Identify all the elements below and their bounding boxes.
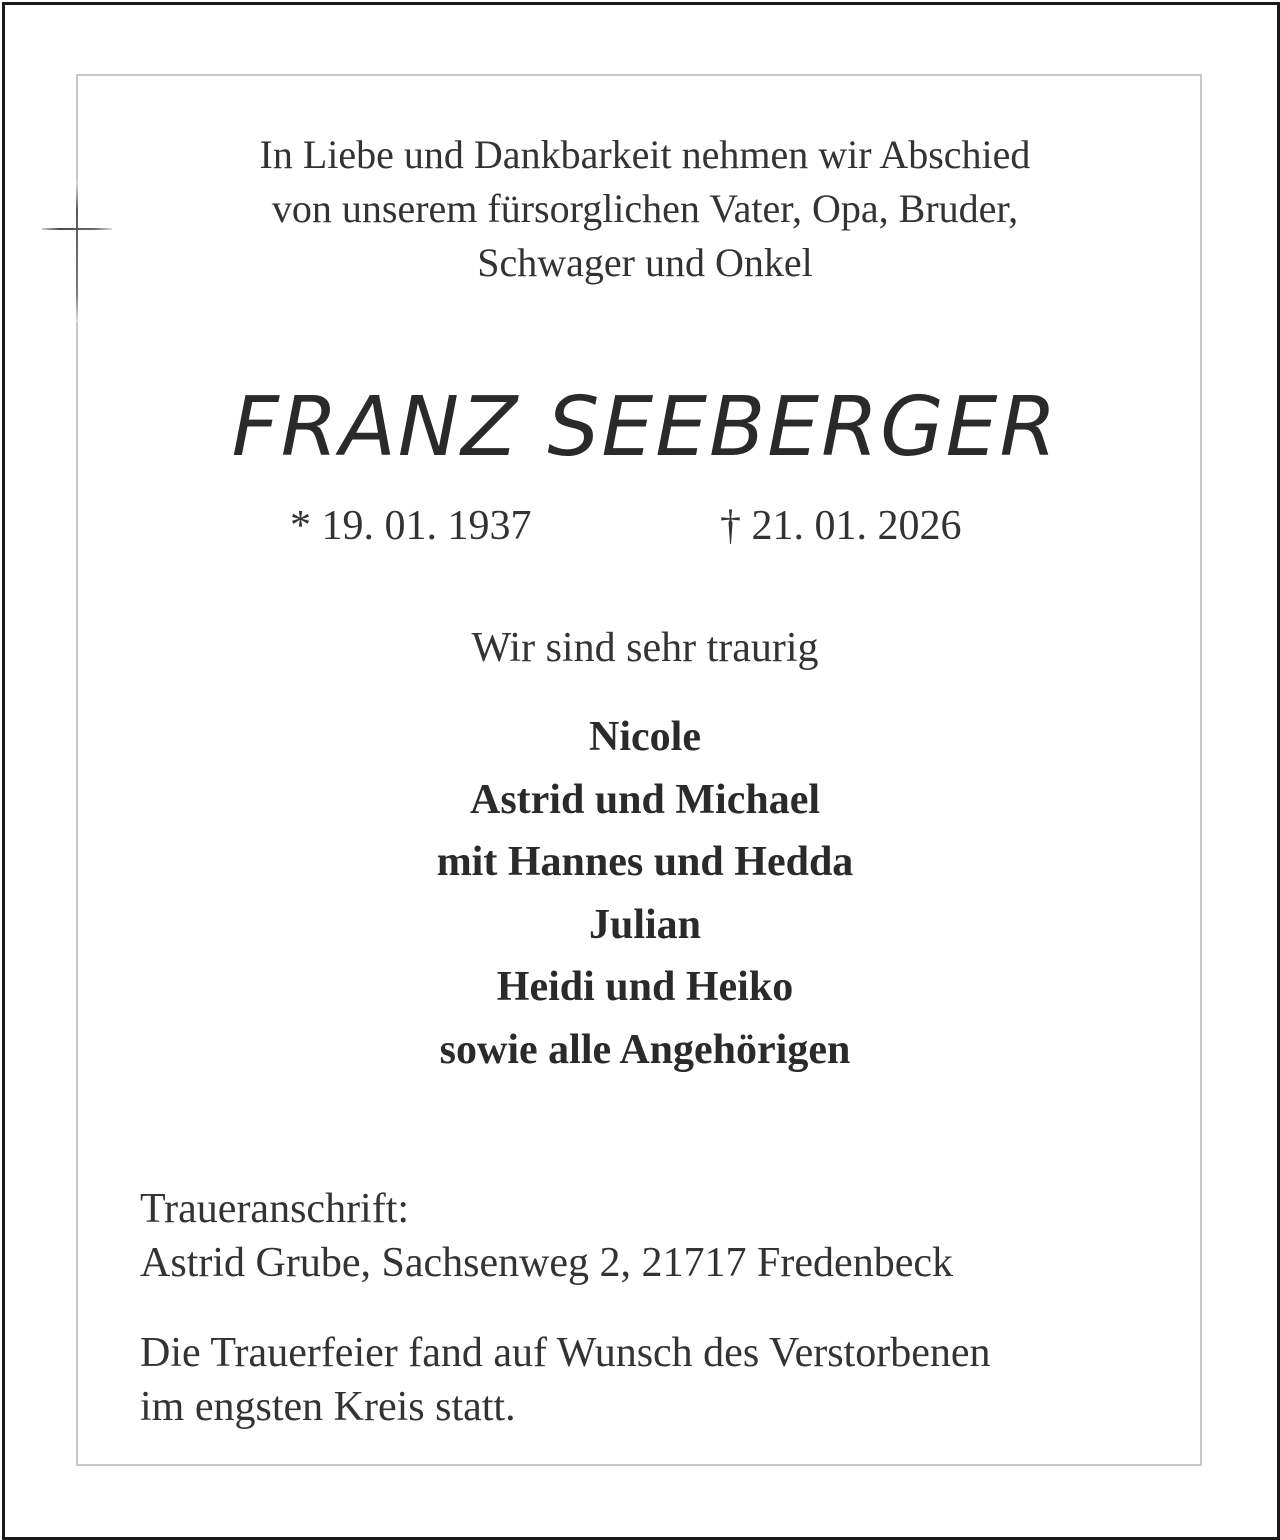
birth-date: * 19. 01. 1937 xyxy=(290,503,532,549)
death-date: † 21. 01. 2026 xyxy=(720,503,962,549)
mourners-list xyxy=(140,706,1150,1081)
mourning-address xyxy=(140,1182,953,1290)
sentiment-text: Wir sind sehr traurig xyxy=(471,625,819,671)
ceremony-note xyxy=(140,1326,991,1434)
mourner-entry: Astrid und Michael xyxy=(469,776,821,823)
mourner-entry: Nicole xyxy=(589,714,701,760)
mourner-entry: mit Hannes und Hedda xyxy=(436,839,854,885)
ceremony-line: Die Trauerfeier fand auf Wunsch des Verstorbenen xyxy=(140,1330,991,1376)
intro-line: In Liebe und Dankbarkeit nehmen wir Abschied xyxy=(259,132,1031,177)
ceremony-line: im engsten Kreis statt. xyxy=(140,1384,516,1430)
intro-line: von unserem fürsorglichen Vater, Opa, Bruder, xyxy=(271,186,1019,231)
mourner-entry: sowie alle Angehörigen xyxy=(439,1026,851,1073)
address-value: Astrid Grube, Sachsenweg 2, 21717 Fredenbeck xyxy=(140,1240,953,1286)
intro-text xyxy=(140,128,1150,290)
mourner-entry: Heidi und Heiko xyxy=(496,964,794,1010)
intro-line: Schwager und Onkel xyxy=(477,240,813,285)
cross-icon xyxy=(42,182,112,322)
address-label: Traueranschrift: xyxy=(140,1186,410,1232)
deceased-name: FRANZ SEEBERGER xyxy=(231,380,1059,475)
mourner-entry: Julian xyxy=(588,901,702,948)
